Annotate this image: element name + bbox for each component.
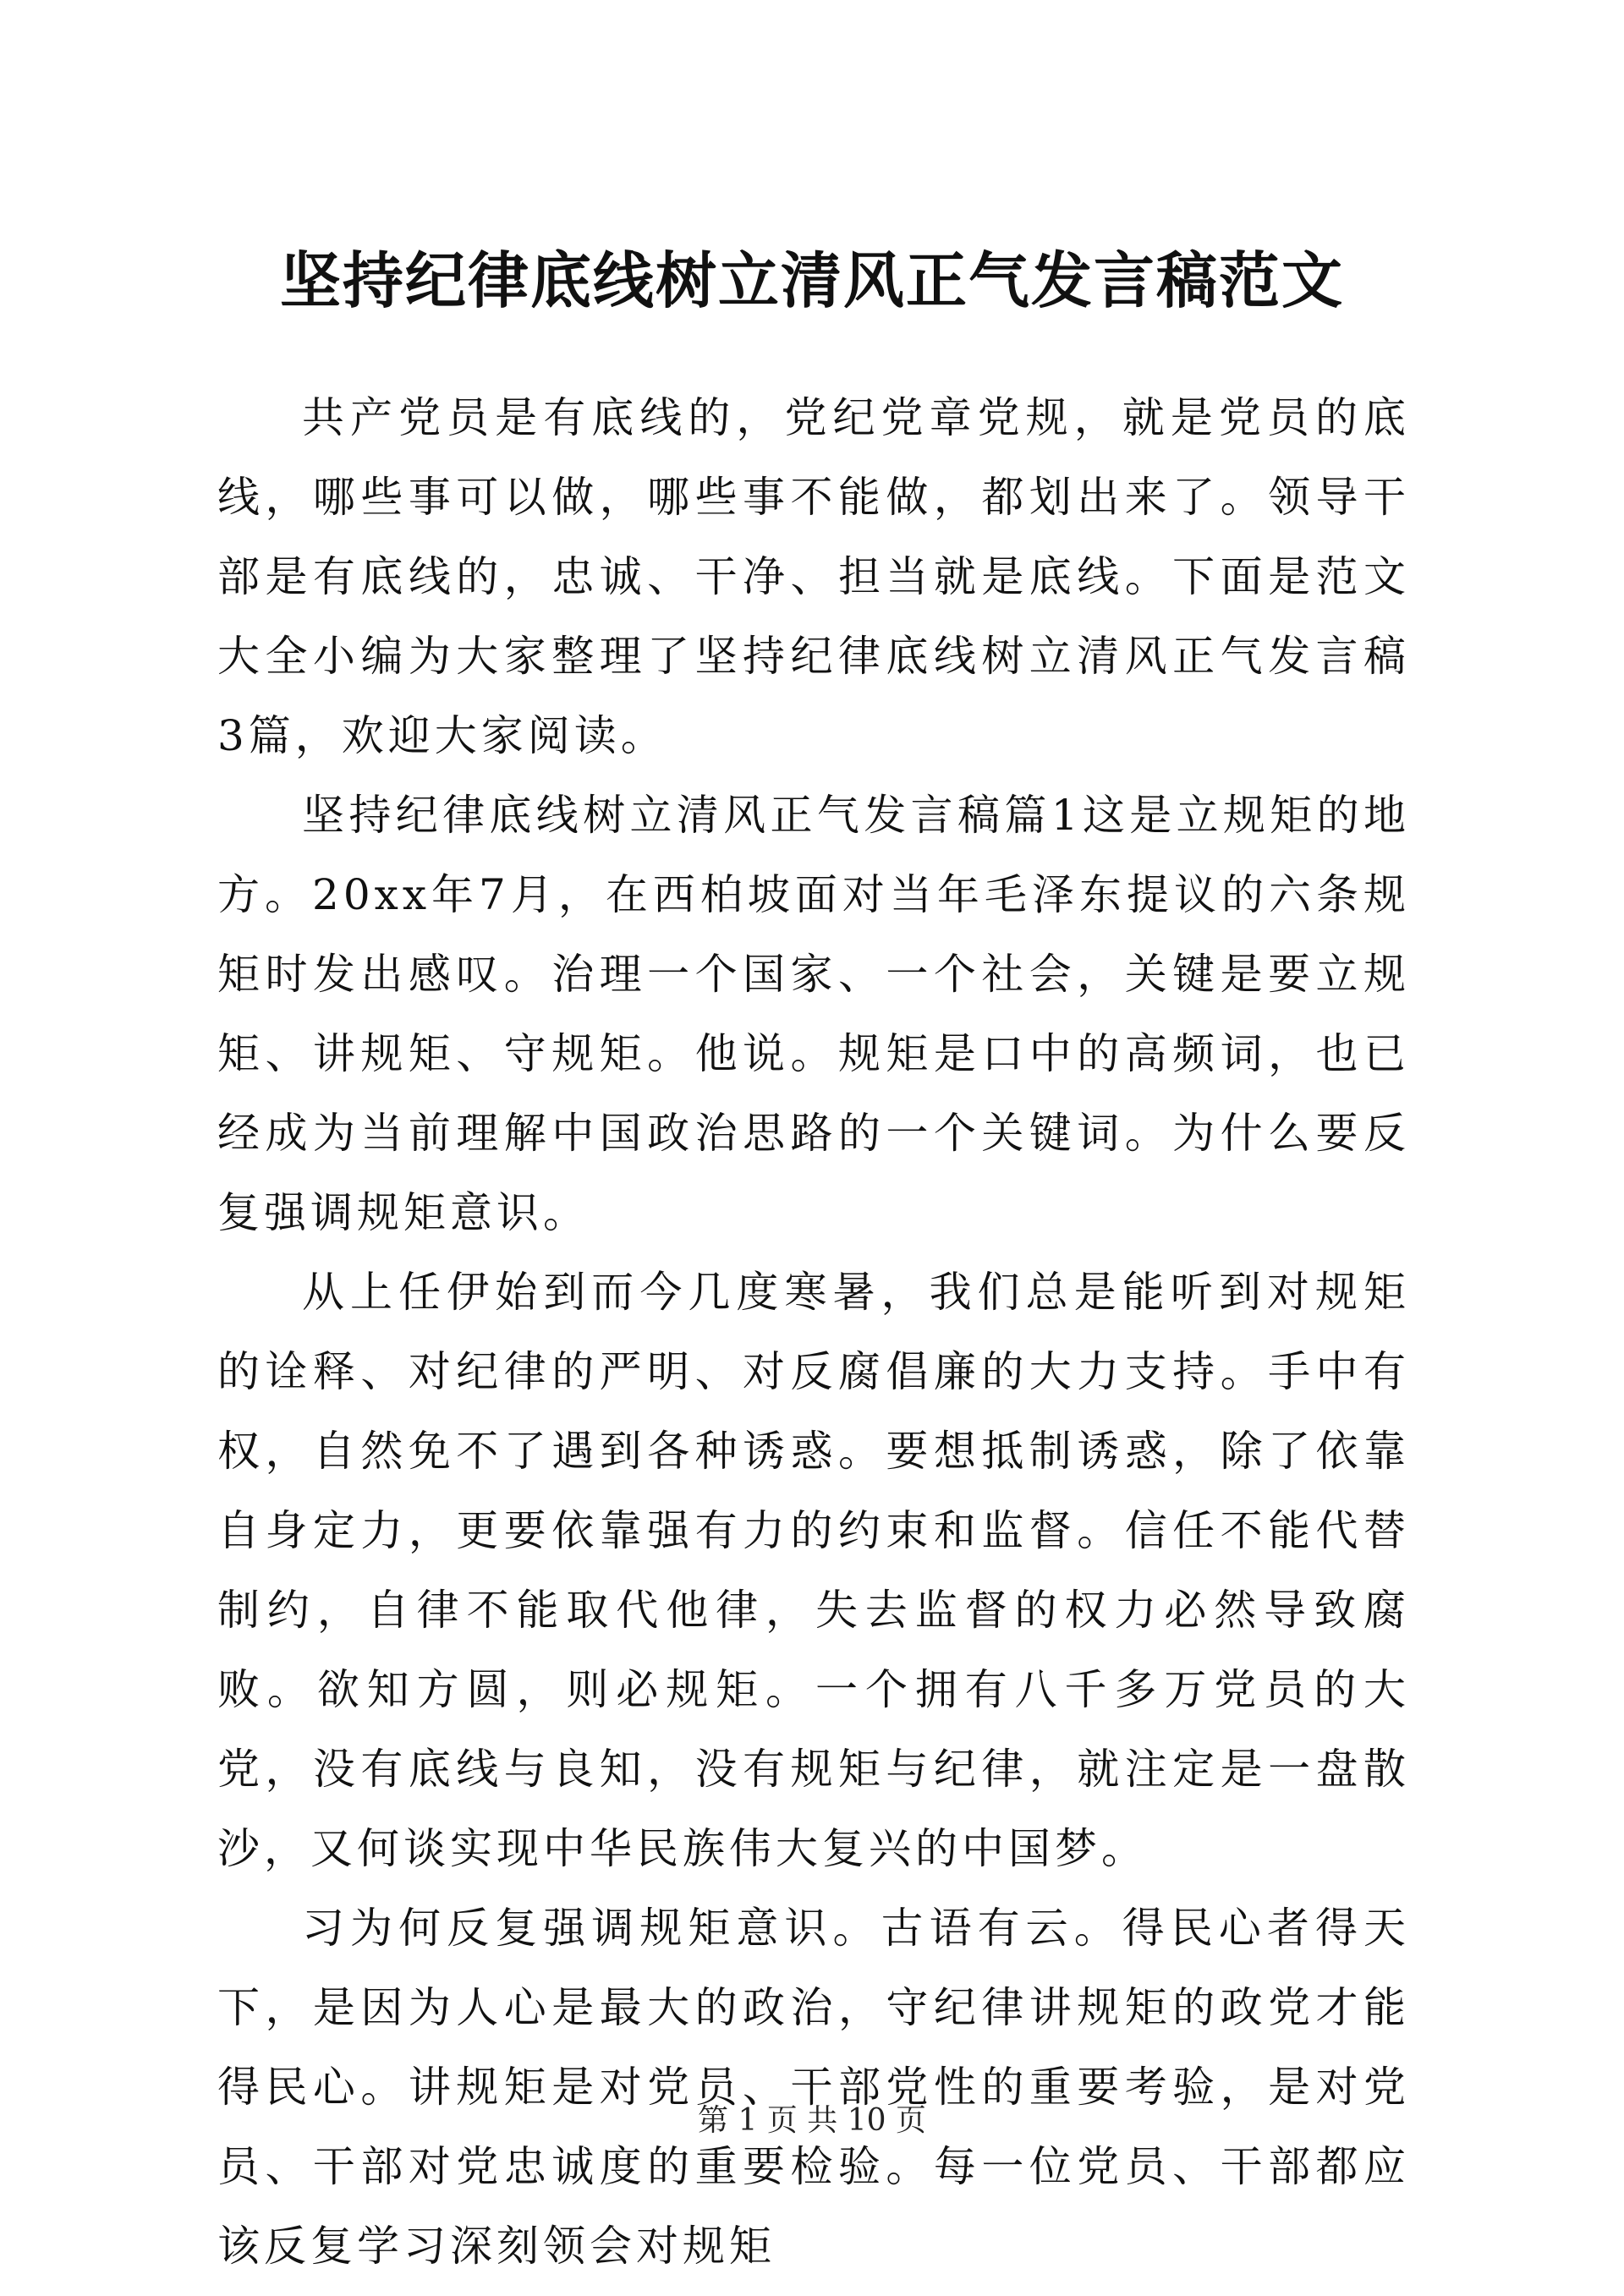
paragraph-4: 习为何反复强调规矩意识。古语有云。得民心者得天下，是因为人心是最大的政治，守纪律讲规矩的政党才能得民心。讲规矩是对党员、干部党性的重要考验，是对党员、干部对党忠诚度的重要检验。每一位党员、干部都应该反复学习深刻领会对规矩 <box>217 1904 1410 2271</box>
document-title: 坚持纪律底线树立清风正气发言稿范文 <box>279 244 1344 316</box>
paragraph-3: 从上任伊始到而今几度寒暑，我们总是能听到对规矩的诠释、对纪律的严明、对反腐倡廉的大力支持。手中有权，自然免不了遇到各种诱惑。要想抵制诱惑，除了依靠自身定力，更要依靠强有力的约束和监督。信任不能代替制约，自律不能取代他律，失去监督的权力必然导致腐败。欲知方圆，则必规矩。一个拥有八千多万党员的大党，没有底线与良知，没有规矩与纪律，就注定是一盘散沙，又何谈实现中华民族伟大复兴的中国梦。 <box>217 1268 1410 1873</box>
page-number-footer: 第 1 页 共 10 页 <box>698 2103 926 2138</box>
paragraph-2: 坚持纪律底线树立清风正气发言稿篇1这是立规矩的地方。20xx年7月，在西柏坡面对当年毛泽东提议的六条规矩时发出感叹。治理一个国家、一个社会，关键是要立规矩、讲规矩、守规矩。他说。规矩是口中的高频词，也已经成为当前理解中国政治思路的一个关键词。为什么要反复强调规矩意识。 <box>217 791 1410 1237</box>
document-body <box>217 378 1410 2286</box>
paragraph-1: 共产党员是有底线的，党纪党章党规，就是党员的底线，哪些事可以做，哪些事不能做，都划出来了。领导干部是有底线的，忠诚、干净、担当就是底线。下面是范文大全小编为大家整理了坚持纪律底线树立清风正气发言稿3篇，欢迎大家阅读。 <box>217 393 1410 760</box>
